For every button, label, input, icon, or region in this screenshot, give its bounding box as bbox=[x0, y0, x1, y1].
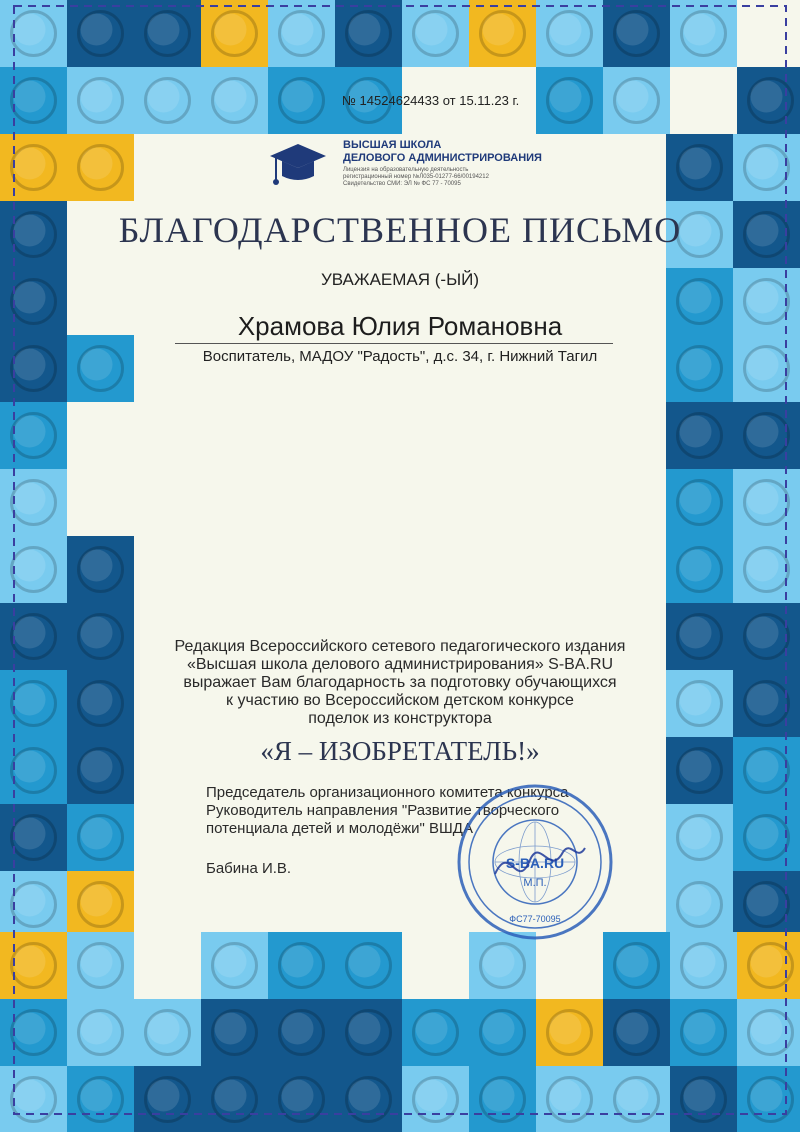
lego-brick bbox=[335, 1066, 402, 1132]
lego-brick bbox=[666, 134, 733, 201]
stamp-center-text: S-BA.RU bbox=[505, 855, 565, 871]
lego-brick bbox=[666, 335, 733, 402]
lego-brick bbox=[737, 67, 800, 134]
lego-brick bbox=[67, 0, 134, 67]
lego-brick bbox=[666, 402, 733, 469]
recipient-name: Храмова Юлия Романовна bbox=[237, 311, 563, 341]
lego-brick bbox=[0, 536, 67, 603]
lego-brick bbox=[733, 871, 800, 938]
signer-name: Бабина И.В. bbox=[206, 860, 292, 877]
lego-brick bbox=[733, 335, 800, 402]
recipient-position: Воспитатель, МАДОУ "Радость", д.с. 34, г. Нижний Тагил bbox=[202, 348, 598, 365]
body-line-4: к участию во Всероссийском детском конкурсе bbox=[226, 692, 574, 709]
logo-license-line: Лицензия на образовательную деятельность bbox=[343, 167, 469, 173]
lego-brick bbox=[67, 871, 134, 938]
lego-brick bbox=[134, 67, 201, 134]
lego-brick bbox=[603, 1066, 670, 1132]
lego-brick bbox=[67, 335, 134, 402]
lego-brick bbox=[201, 67, 268, 134]
lego-brick bbox=[737, 1066, 800, 1132]
lego-brick bbox=[0, 1066, 67, 1132]
lego-brick bbox=[666, 804, 733, 871]
certificate-title: БЛАГОДАРСТВЕННОЕ ПИСЬМО bbox=[118, 210, 682, 250]
lego-brick bbox=[335, 0, 402, 67]
lego-brick bbox=[134, 1066, 201, 1132]
lego-brick bbox=[67, 134, 134, 201]
lego-brick bbox=[67, 1066, 134, 1132]
lego-brick bbox=[0, 469, 67, 536]
lego-brick bbox=[603, 999, 670, 1066]
lego-brick bbox=[201, 0, 268, 67]
lego-brick bbox=[0, 932, 67, 999]
lego-brick bbox=[670, 0, 737, 67]
signature-line-3: потенциала детей и молодёжи" ВШДА bbox=[206, 820, 473, 837]
lego-brick bbox=[402, 0, 469, 67]
lego-brick bbox=[666, 536, 733, 603]
official-stamp bbox=[455, 782, 615, 942]
logo-regnum-line: регистрационный номер №Л035-01277-66/00194212 bbox=[343, 174, 489, 180]
lego-brick bbox=[733, 469, 800, 536]
lego-brick bbox=[603, 932, 670, 999]
stamp-mp-text: М.П. bbox=[523, 877, 547, 889]
lego-brick bbox=[268, 0, 335, 67]
document-number: № 14524624433 от 15.11.23 г. bbox=[342, 93, 520, 108]
lego-brick bbox=[201, 932, 268, 999]
lego-brick bbox=[0, 335, 67, 402]
body-line-5: поделок из конструктора bbox=[308, 710, 492, 727]
lego-brick bbox=[670, 1066, 737, 1132]
lego-brick bbox=[737, 932, 800, 999]
lego-brick bbox=[0, 402, 67, 469]
lego-brick bbox=[0, 999, 67, 1066]
lego-brick bbox=[134, 0, 201, 67]
lego-brick bbox=[335, 999, 402, 1066]
logo-title-line1: ВЫСШАЯ ШКОЛА bbox=[343, 139, 442, 151]
lego-brick bbox=[268, 67, 335, 134]
lego-brick bbox=[733, 402, 800, 469]
lego-brick bbox=[536, 67, 603, 134]
lego-brick bbox=[670, 999, 737, 1066]
lego-brick bbox=[737, 999, 800, 1066]
body-line-2: «Высшая школа делового администрирования» S-BA.RU bbox=[186, 656, 614, 673]
lego-brick bbox=[469, 999, 536, 1066]
lego-brick bbox=[201, 1066, 268, 1132]
lego-brick bbox=[469, 1066, 536, 1132]
lego-brick bbox=[733, 536, 800, 603]
lego-brick bbox=[268, 1066, 335, 1132]
lego-brick bbox=[536, 1066, 603, 1132]
lego-brick bbox=[67, 536, 134, 603]
body-line-3: выражает Вам благодарность за подготовку обучающихся bbox=[183, 674, 617, 691]
body-line-1: Редакция Всероссийского сетевого педагогического издания bbox=[174, 638, 626, 655]
lego-brick bbox=[603, 0, 670, 67]
lego-brick bbox=[67, 999, 134, 1066]
lego-brick bbox=[402, 1066, 469, 1132]
lego-brick bbox=[469, 932, 536, 999]
lego-brick bbox=[335, 932, 402, 999]
lego-brick bbox=[0, 0, 67, 67]
lego-brick bbox=[134, 999, 201, 1066]
lego-brick bbox=[733, 804, 800, 871]
lego-brick bbox=[67, 67, 134, 134]
graduation-cap-icon bbox=[270, 144, 326, 185]
lego-brick bbox=[268, 932, 335, 999]
lego-brick bbox=[469, 0, 536, 67]
stamp-bottom-text: ФС77-70095 bbox=[509, 914, 561, 924]
recipient-underline bbox=[175, 343, 613, 344]
lego-brick bbox=[67, 804, 134, 871]
lego-brick bbox=[67, 932, 134, 999]
lego-brick bbox=[0, 134, 67, 201]
lego-brick bbox=[0, 871, 67, 938]
lego-brick bbox=[733, 134, 800, 201]
lego-brick bbox=[201, 999, 268, 1066]
lego-brick bbox=[603, 67, 670, 134]
lego-brick bbox=[268, 999, 335, 1066]
contest-name: «Я – ИЗОБРЕТАТЕЛЬ!» bbox=[260, 736, 540, 766]
lego-brick bbox=[666, 871, 733, 938]
lego-brick bbox=[670, 932, 737, 999]
lego-brick bbox=[536, 0, 603, 67]
lego-brick bbox=[536, 999, 603, 1066]
signature-line-2: Руководитель направления "Развитие творческого bbox=[206, 802, 560, 819]
signature-line-1: Председатель организационного комитета конкурса bbox=[206, 784, 569, 801]
lego-brick bbox=[0, 67, 67, 134]
logo-title-line2: ДЕЛОВОГО АДМИНИСТРИРОВАНИЯ bbox=[343, 152, 542, 164]
lego-brick bbox=[0, 804, 67, 871]
logo-smi-line: Свидетельство СМИ: ЭЛ № ФС 77 - 70095 bbox=[343, 181, 461, 187]
lego-brick bbox=[666, 469, 733, 536]
salutation: УВАЖАЕМАЯ (-ЫЙ) bbox=[320, 270, 480, 289]
lego-brick bbox=[402, 999, 469, 1066]
